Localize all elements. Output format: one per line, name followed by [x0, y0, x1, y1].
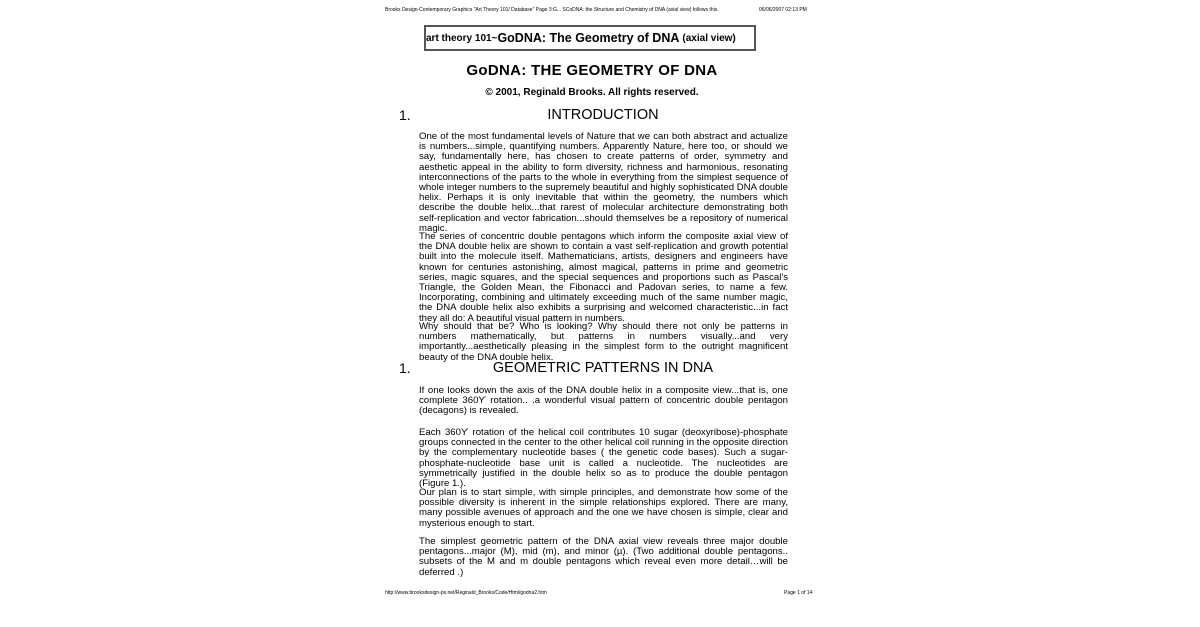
- title-banner-main: GoDNA: The Geometry of DNA: [497, 31, 683, 45]
- document-title: GoDNA: THE GEOMETRY OF DNA: [466, 62, 718, 79]
- body-paragraph: Each 360ϒ rotation of the helical coil contributes 10 sugar (deoxyribose)-phosphate groups connected in the center to the other helical coil running in the opposite direction by the complementary nucleotide bases ( the genetic code bases). Such a sugar-phosphate-nucleotide base unit is called a nucleotide. The nucleotides are symmetrically justified in the double helix so as to produce the double pentagon (Figure 1.).: [419, 427, 788, 490]
- section-number: 1.: [399, 360, 411, 376]
- body-paragraph: Our plan is to start simple, with simple principles, and demonstrate how some of the possible diversity is inherent in the simple relationships explored. There are many, many possible avenues of approach and the one we have chosen is simple, clear and mysterious enough to start.: [419, 487, 788, 529]
- section-number: 1.: [399, 107, 411, 123]
- page-title-banner: [424, 25, 756, 51]
- print-header-title: Brooks Design-Contemporary Graphics "Art Theory 101/ Database" Page 3:G... SCoDNA: the Structure and Chemistry of DNA (axial view) follows this.: [385, 7, 719, 13]
- title-banner-prefix: art theory 101~: [426, 32, 498, 44]
- print-header-timestamp: 06/06/2007 02:13 PM: [759, 7, 807, 13]
- body-paragraph: The series of concentric double pentagons which inform the composite axial view of the DNA double helix are shown to contain a vast self-replication and growth potential built into the molecule itself. Mathematicians, artists, designers and engineers have known for centuries astonishing, almost magical, patterns in prime and geometric series, magic squares, and the special sequences and proportions such as Pascal's Triangle, the Golden Mean, the Fibonacci and Padovan series, to name a few. Incorporating, combining and ultimately exceeding much of the same number magic, the DNA double helix also exhibits a surprising and welcomed characteristic...in fact they all do: A beautiful visual pattern in numbers.: [419, 231, 788, 324]
- body-paragraph: The simplest geometric pattern of the DNA axial view reveals three major double pentagons...major (M), mid (m), and minor (µ). (Two additional double pentagons.. subsets of the M and m double pentagons which reveal even more detail…will be deferred .): [419, 536, 788, 578]
- print-footer-page-number: Page 1 of 14: [784, 590, 813, 596]
- body-paragraph: One of the most fundamental levels of Nature that we can both abstract and actualize is numbers...simple, quantifying numbers. Apparently Nature, here too, or should we say, fundamentally here, has chosen to create patterns of order, symmetry and aesthetic appeal in the ability to form diversity, richness and harmonious, resonating interconnections of the parts to the whole in everything from the simplest sequence of whole integer numbers to the supremely beautiful and highly sophisticated DNA double helix. Perhaps it is only inevitable that within the geometry, the numbers which describe the double helix...that rarest of molecular architecture demonstrating both self-replication and vector fabrication...should themselves be a repository of numerical magic.: [419, 131, 788, 234]
- title-banner-suffix: (axial view): [682, 32, 736, 44]
- print-footer-url[interactable]: http://www.brooksdesign-ps.net/Reginald_Brooks/Code/Html/godna2.htm: [385, 590, 547, 596]
- body-paragraph: If one looks down the axis of the DNA double helix in a composite view...that is, one complete 360ϒ rotation.. .a wonderful visual pattern of concentric double pentagon (decagons) is revealed.: [419, 385, 788, 417]
- section-heading-introduction: INTRODUCTION: [547, 107, 659, 123]
- copyright-notice: © 2001, Reginald Brooks. All rights reserved.: [485, 87, 699, 98]
- body-paragraph: Why should that be? Who is looking? Why should there not only be patterns in numbers mathematically, but patterns in numbers visually...and very importantly...aesthetically pleasing in the simplest form to the outright magnificent beauty of the DNA double helix.: [419, 321, 788, 363]
- section-heading-geometric-patterns: GEOMETRIC PATTERNS IN DNA: [492, 360, 714, 376]
